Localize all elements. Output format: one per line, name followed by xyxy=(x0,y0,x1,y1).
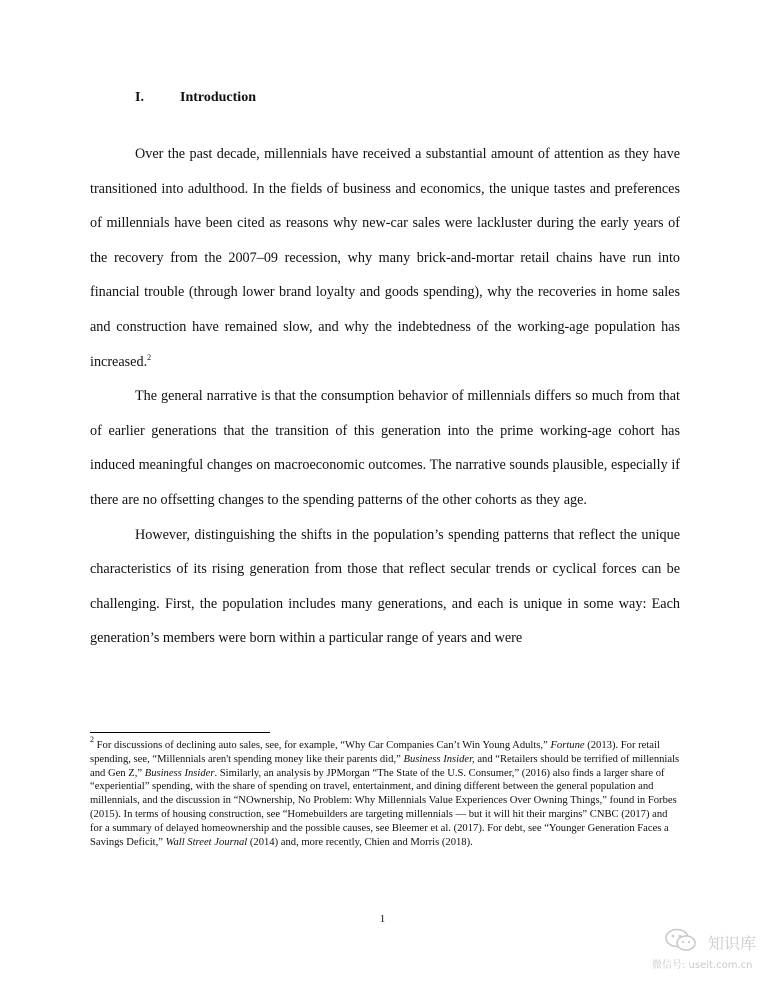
watermark-title: 知识库 xyxy=(708,934,757,953)
paragraph-1 xyxy=(90,137,680,379)
footnote-text-part: (2013). For retail spending, see, “Millennials aren't spending money like their parents did,” xyxy=(90,740,660,765)
paragraph-2 xyxy=(90,379,680,517)
paragraph-2-text: The general narrative is that the consumption behavior of millennials differs so much from that of earlier generations that the transition of this generation into the prime working-age cohort has induced meaningful changes on macroeconomic outcomes. The narrative sounds plausible, especially if there are no offsetting changes to the spending patterns of the other cohorts as they age. xyxy=(90,388,680,508)
footnote-separator xyxy=(90,732,270,733)
section-number: I. xyxy=(135,90,144,105)
footnote-text-part: Wall Street Journal xyxy=(165,836,248,848)
footnote-text-part: Business Insider, xyxy=(403,753,475,765)
footnote xyxy=(90,735,680,849)
section-title: Introduction xyxy=(180,90,256,105)
paragraph-3 xyxy=(90,518,680,656)
footnote-text-part: Business Insider xyxy=(144,767,215,779)
paragraph-3-text: However, distinguishing the shifts in the population’s spending patterns that reflect the unique characteristics of its rising generation from those that reflect secular trends or cyclical forces can be challenging. First, the population includes many generations, and each is unique in some way: Each generation’s members were born within a particular range of years and were xyxy=(90,526,680,647)
footnote-marker: 2 xyxy=(90,735,94,744)
page-number: 1 xyxy=(379,913,386,925)
footnote-text-part: (2014) and, more recently, Chien and Morris (2018). xyxy=(247,836,473,848)
footnote-text-part: For discussions of declining auto sales, see, for example, “Why Car Companies Can’t Win Young Adults,” xyxy=(96,740,551,751)
footnote-ref[interactable]: 2 xyxy=(147,352,152,362)
body-text xyxy=(90,137,680,656)
paragraph-1-text: Over the past decade, millennials have received a substantial amount of attention as they have transitioned into adulthood. In the fields of business and economics, the unique tastes and preferences of millennials have been cited as reasons why new-car sales were lackluster during the early years of the recovery from the 2007–09 recession, why many brick-and-mortar retail chains have run into financial trouble (through lower brand loyalty and goods spending), why the recoveries in home sales and construction have remained slow, and why the indebtedness of the working-age population has increased. xyxy=(90,146,680,370)
watermark-subtitle: 微信号: useit.com.cn xyxy=(652,960,753,971)
footnote-text-part: . Similarly, an analysis by JPMorgan “The State of the U.S. Consumer,” (2016) also finds a larger share of “experiential” spending, with the share of spending on travel, entertainment, and dining different between the general population and millennials, and the discussion in “NOwnership, No Problem: Why Millennials Value Experiences Over Owning Things,” found in Forbes (2015). In terms of housing construction, see “Homebuilders are targeting millennials — but it will hit their margins” CNBC (2017) and for a summary of delayed homeownership and the possible causes, see Bleemer et al. (2017). For debt, see “Younger Generation Faces a Savings Deficit,” xyxy=(90,767,677,848)
footnote-text-part: Fortune xyxy=(550,740,585,751)
footnote-text-part: and “Retailers should be terrified of millennials and Gen Z,” xyxy=(90,753,680,779)
wechat-icon xyxy=(664,928,698,952)
section-heading xyxy=(135,90,256,106)
